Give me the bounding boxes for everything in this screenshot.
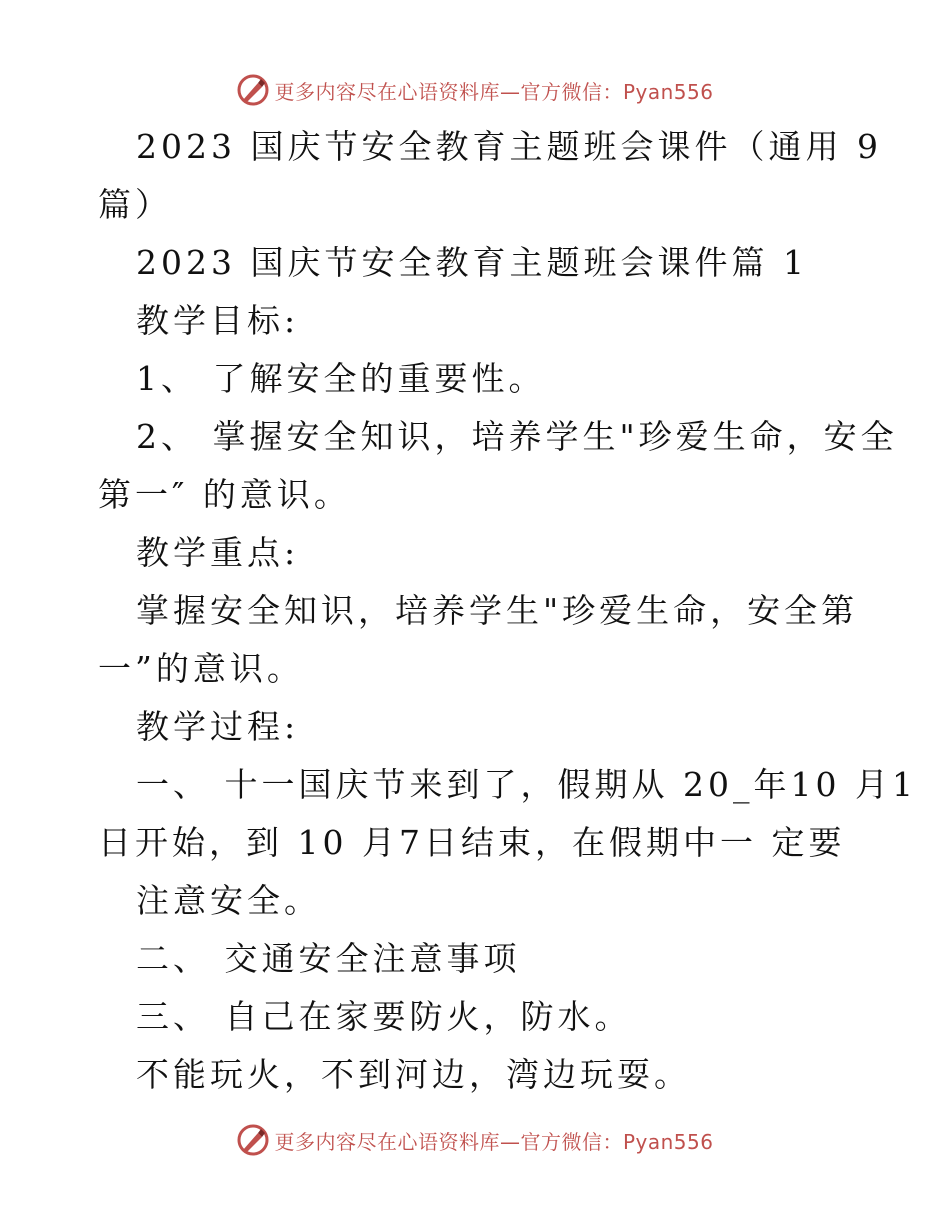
watermark-header [0, 70, 950, 110]
process-item-3-detail: 不能玩火，不到河边，湾边玩耍。 [136, 1055, 691, 1094]
watermark-text: 更多内容尽在心语资料库—官方微信：Pyan556 [274, 79, 714, 104]
document-body [98, 118, 917, 1104]
section-heading: 2023 国庆节安全教育主题班会课件篇 1 [136, 243, 808, 282]
teaching-focus-text: 掌握安全知识，培养学生"珍爱生命，安全第 [136, 591, 859, 630]
watermark-footer [0, 1120, 950, 1160]
goal-item-2: 2、 掌握安全知识，培养学生"珍爱生命，安全 [136, 417, 898, 456]
pen-logo-icon [236, 1123, 270, 1157]
watermark-text: 更多内容尽在心语资料库—官方微信：Pyan556 [274, 1129, 714, 1154]
goal-item-2-continued: 第一″ 的意识。 [98, 475, 351, 514]
goal-item-1: 1、 了解安全的重要性。 [136, 359, 546, 398]
document-title-line-1: 2023 国庆节安全教育主题班会课件（通用 9 [136, 127, 882, 166]
process-item-1: 一、 十一国庆节来到了，假期从 20_年10 月1 [136, 765, 917, 804]
process-item-2: 二、 交通安全注意事项 [136, 939, 521, 978]
process-item-1-continued-2: 注意安全。 [136, 881, 321, 920]
process-item-1-continued: 日开始，到 10 月7日结束，在假期中一 定要 [98, 823, 846, 862]
teaching-focus-heading: 教学重点: [136, 533, 300, 572]
teaching-process-heading: 教学过程: [136, 707, 300, 746]
teaching-focus-text-continued: 一”的意识。 [98, 649, 304, 688]
pen-logo-icon [236, 73, 270, 107]
process-item-3: 三、 自己在家要防火，防水。 [136, 997, 632, 1036]
teaching-goals-heading: 教学目标: [136, 301, 300, 340]
document-title-line-2: 篇） [98, 185, 172, 224]
